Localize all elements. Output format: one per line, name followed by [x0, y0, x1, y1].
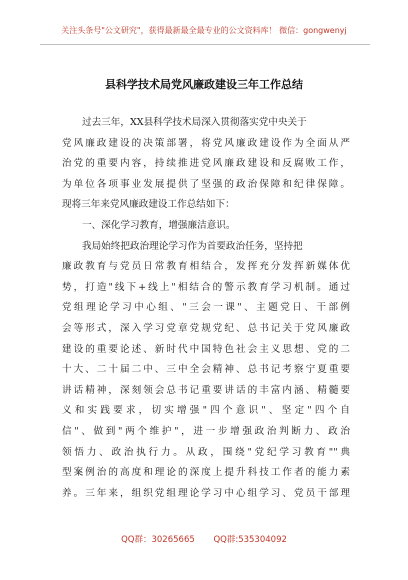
body-line: 领悟力、政治执行力。从政，围绕"党纪学习教育""典: [62, 446, 350, 458]
footer-qq-group-1: QQ群：30265665: [121, 535, 195, 545]
body-line: 过去三年，XX县科学技术局深入贯彻落实党中央关于: [82, 117, 307, 128]
body-line: 党风廉政建设的决策部署，将党风廉政建设作为全面从严: [62, 137, 350, 149]
document-body: [62, 113, 350, 504]
body-line: 十大、二十届二中、三中全会精神、总书记考察宁夏重要: [62, 364, 350, 376]
body-line: 会等形式，深入学习党章党规党纪、总书记关于党风廉政: [62, 322, 350, 334]
body-line: 为单位各项事业发展提供了坚强的政治保障和纪律保障。: [62, 178, 350, 190]
body-line: 义和实践要求，切实增强"四个意识"、坚定"四个自: [62, 405, 350, 417]
body-line: 现将三年来党风廉政建设工作总结如下：: [62, 199, 235, 211]
body-line: 信"、做到"两个维护"，进一步增强政治判断力、政治: [62, 425, 350, 437]
header-banner: 关注头条号"公文研究"，获得最新最全最专业的公文资料库！ 微信：gongwenyj: [61, 26, 347, 35]
body-line: 讲话精神，深刻领会总书记重要讲话的丰富内涵、精髓要: [62, 384, 350, 396]
body-line: 治党的重要内容，持续推进党风廉政建设和反腐败工作，: [62, 158, 350, 170]
body-line: 廉政教育与党员日常教育相结合，发挥充分发挥新媒体优: [62, 261, 350, 273]
body-line: 势，打造"线下+线上"相结合的警示教育学习机制。通过: [62, 281, 350, 293]
section-heading: 一、深化学习教育，增强廉洁意识。: [82, 219, 236, 231]
document-title: 县科学技术局党风廉政建设三年工作总结: [105, 78, 303, 91]
body-line: 养。三年来，组织党组理论学习中心组学习、党员干部理: [62, 487, 350, 499]
body-line: 党组理论学习中心组、"三会一课"、主题党日、干部例: [62, 302, 350, 314]
footer-qq-group-2: QQ群:535304092: [213, 535, 287, 545]
body-line: 建设的重要论述、新时代中国特色社会主义思想、党的二: [62, 343, 350, 355]
body-line: 型案例治的高度和理论的深度上提升科技工作者的能力素: [62, 467, 350, 479]
header-divider: [40, 44, 370, 45]
body-line: 我局始终把政治理论学习作为首要政治任务，坚持把: [82, 240, 303, 252]
footer: [0, 533, 408, 545]
